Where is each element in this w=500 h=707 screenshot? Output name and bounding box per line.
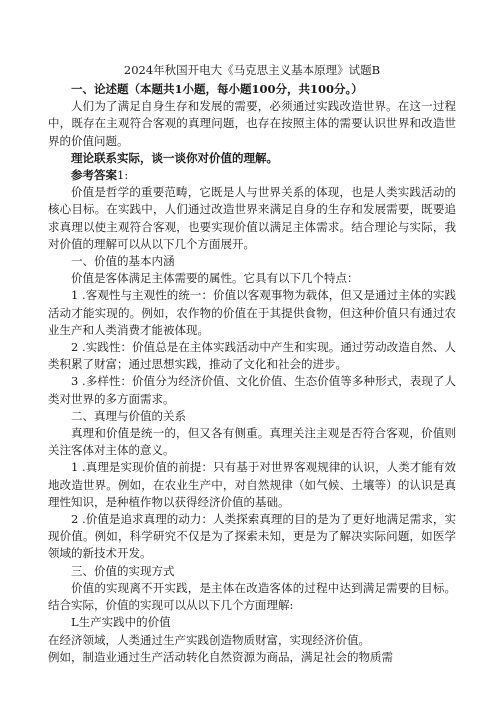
document-content xyxy=(48,62,456,666)
section-heading: 一、论述题（本题共1小题，每小题100分，共100分。） xyxy=(71,82,363,96)
answer-label-line xyxy=(48,167,456,184)
answer-label-suffix: 1: xyxy=(117,168,129,183)
section-1-point-1: 1 .客观性与主观性的统一：价值以客观事物为载体，但又是通过主体的实践活动才能实现的。例如，农作物的价值在于其提供食物，但这种价值只有通过农业生产和人类消费才能被体现。 xyxy=(48,288,456,337)
answer-label: 参考答案 xyxy=(71,168,117,183)
question-prompt: 理论联系实际，谈一谈你对价值的理解。 xyxy=(71,150,278,165)
section-2-point-2: 2 .价值是追求真理的动力：人类探索真理的目的是为了更好地满足需求，实现价值。例如，科学研究不仅是为了探索未知，更是为了解决实际问题，如医学领域的新技术开发。 xyxy=(48,512,456,561)
answer-intro: 价值是哲学的重要范畴，它既是人与世界关系的体现，也是人类实践活动的核心目标。在实践中，人们通过改造世界来满足自身的生存和发展需要，既要追求真理以使主观符合客观，也要实现价值以满足主体需求。结合理论与实际，我对价值的理解可以从以下几个方面展开。 xyxy=(48,185,456,251)
section-2-heading: 二、真理与价值的关系 xyxy=(71,408,186,423)
section-1-point-2: 2 .实践性：价值总是在主体实践活动中产生和实现。通过劳动改造自然、人类积累了财富；通过思想实践，推动了文化和社会的进步。 xyxy=(48,340,456,372)
section-3-heading: 三、价值的实现方式 xyxy=(71,563,175,578)
section-3-sub-1-line-2: 例如，制造业通过生产活动转化自然资源为商品，满足社会的物质需 xyxy=(48,649,393,664)
section-1-intro: 价值是客体满足主体需要的属性。它具有以下几个特点： xyxy=(71,271,359,286)
section-2-point-1: 1 .真理是实现价值的前提：只有基于对世界客观规律的认识，人类才能有效地改造世界。例如，在农业生产中，对自然规律（如气候、土壤等）的认识是真理性知识，是种植作物以获得经济价值的基础。 xyxy=(48,460,456,509)
section-2-intro: 真理和价值是统一的，但又各有侧重。真理关注主观是否符合客观，价值则关注客体对主体的意义。 xyxy=(48,426,456,458)
section-1-heading: 一、价值的基本内涵 xyxy=(71,254,175,269)
document-title: 2024年秋国开电大《马克思主义基本原理》试题B xyxy=(123,63,381,77)
question-body: 人们为了满足自身生存和发展的需要，必须通过实践改造世界。在这一过程中，既存在主观符合客观的真理问题，也存在按照主体的需要认识世界和改造世界的价值问题。 xyxy=(48,99,456,148)
section-3-subheading-1: L生产实践中的价值 xyxy=(71,615,171,630)
section-3-sub-1-line-1: 在经济领域，人类通过生产实践创造物质财富，实现经济价值。 xyxy=(48,632,370,647)
section-3-intro: 价值的实现离不开实践，是主体在改造客体的过程中达到满足需要的目标。结合实际，价值的实现可以从以下几个方面理解: xyxy=(48,580,456,613)
section-1-point-3: 3 .多样性：价值分为经济价值、文化价值、生态价值等多种形式，表现了人类对世界的多方面需求。 xyxy=(48,374,456,406)
